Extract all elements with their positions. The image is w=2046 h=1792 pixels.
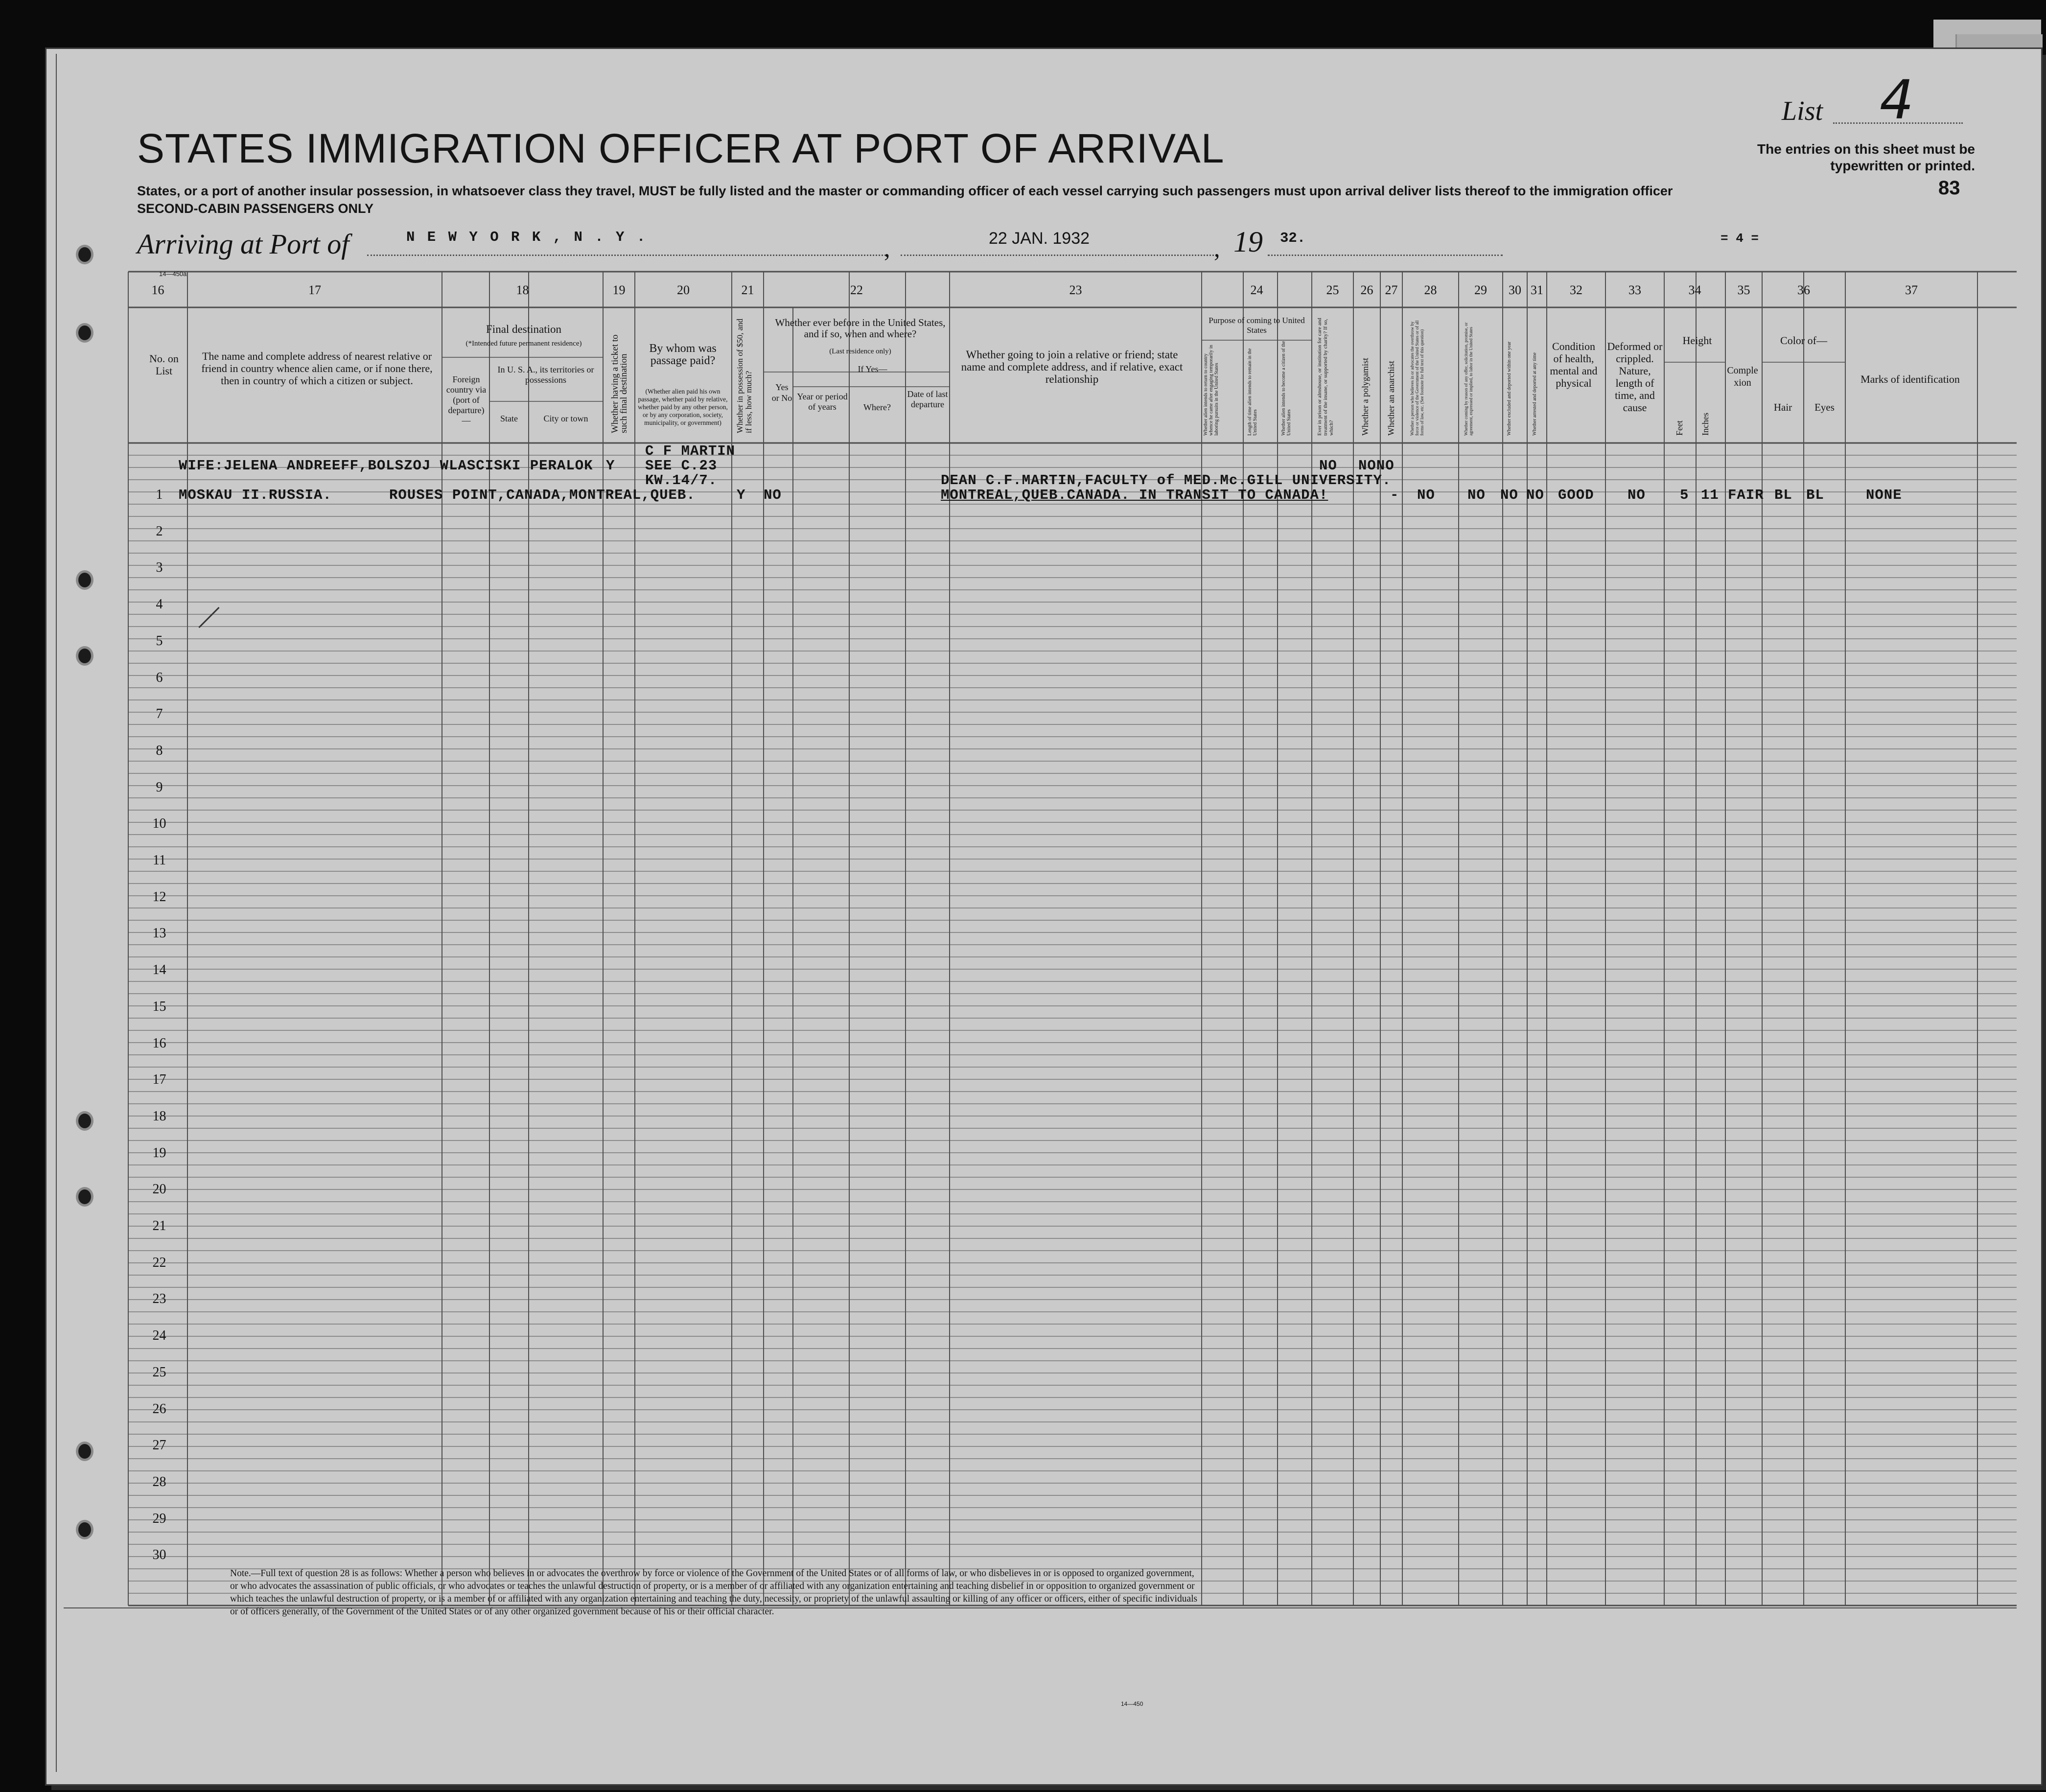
column-number: 34 [1688, 283, 1701, 297]
row-number: 23 [152, 1291, 166, 1307]
row-number: 21 [152, 1218, 166, 1233]
column-number: 22 [850, 283, 863, 297]
entry-join-line2: MONTREAL,QUEB.CANADA. IN TRANSIT TO CANADA! [941, 487, 1328, 503]
row-number: 5 [156, 633, 163, 649]
header-fifty-dollars: Whether in possession of $50, and if less, how much? [735, 318, 753, 433]
row-number: 15 [152, 999, 166, 1014]
list-number: 4 [1880, 69, 1914, 131]
header-final-destination: Final destination [486, 323, 561, 335]
entry-marks: NONE [1866, 487, 1902, 503]
column-number: 29 [1474, 283, 1487, 297]
entry-paid-line3: KW.14/7. [645, 472, 718, 489]
column-number: 21 [741, 283, 754, 297]
column-number: 30 [1509, 283, 1521, 297]
entry-inches: 11 [1701, 487, 1719, 503]
entry-c31: NO [1526, 487, 1544, 503]
column-number: 32 [1570, 283, 1582, 297]
header-passage-paid: By whom was passage paid? [649, 342, 717, 367]
header-final-destination-sub: (*Intended future permanent residence) [465, 340, 582, 348]
header-question-28: Whether a person who believes in or advocates the overthrow by force or violence of the Government of the United States or of all forms of law, etc. (See footnote for full text of this question) [1410, 320, 1424, 436]
row-number: 27 [152, 1438, 166, 1453]
column-number: 31 [1531, 283, 1543, 297]
column-number: 24 [1250, 283, 1263, 297]
header-labor-offer: Whether coming by reason of any offer, solicitation, promise, or agreement, expressed or implied, to labor in the United States [1464, 322, 1473, 436]
row-number: 30 [152, 1547, 166, 1563]
row-number: 29 [152, 1511, 166, 1526]
row-number: 10 [152, 816, 166, 832]
row-number: 3 [156, 560, 163, 576]
header-no-on-list: No. on List [149, 352, 179, 377]
header-purpose-return: Whether alien intends to return to country whence he came after engaging temporarily in laboring pursuits in the United States [1203, 345, 1219, 436]
header-anarchist: Whether an anarchist [1386, 361, 1396, 436]
entry-paid-line1: C F MARTIN [645, 443, 736, 459]
entry-relative-line1: WIFE:JELENA ANDREEFF,BOLSZOJ WLASCISKI PERALOK [179, 458, 593, 474]
header-where: Where? [863, 402, 891, 412]
comma: , [884, 234, 890, 262]
header-in-usa: In U. S. A., its territories or possessions [497, 365, 594, 385]
year-prefix: 19 [1233, 226, 1263, 258]
row-number: 14 [152, 962, 166, 978]
entry-ticket-yes: Y [737, 487, 746, 503]
header-eyes: Eyes [1814, 401, 1835, 413]
header-color-of: Color of— [1780, 334, 1827, 347]
header-ticket: Whether having a ticket to such final destination [610, 334, 629, 433]
header-going-to-join: Whether going to join a relative or friend; state name and complete address, and if relative, exact relationship [961, 349, 1183, 385]
entry-c24c: NO [1319, 458, 1337, 474]
header-feet: Feet [1674, 420, 1684, 436]
typewritten-note: The entries on this sheet must be typewritten or printed. [1757, 141, 1975, 173]
column-number: 23 [1069, 283, 1082, 297]
row-number: 19 [152, 1145, 166, 1161]
column-number: 26 [1360, 283, 1373, 297]
header-excluded: Whether excluded and deported within one year [1507, 341, 1512, 436]
header-if-yes: If Yes— [858, 364, 887, 374]
row-number: 22 [152, 1255, 166, 1270]
row-number: 8 [156, 743, 163, 758]
header-arrested: Whether arrested and deported at any time [1532, 352, 1537, 436]
header-last-departure: Date of last departure [907, 389, 948, 409]
row-number: 13 [152, 926, 166, 941]
header-state: State [500, 414, 518, 423]
header-hair: Hair [1773, 401, 1792, 413]
row-number: 9 [156, 779, 163, 795]
header-marks: Marks of identification [1860, 373, 1960, 385]
sheet-number: 83 [1938, 177, 1960, 199]
class-line: SECOND-CABIN PASSENGERS ONLY [137, 201, 374, 216]
column-number: 35 [1737, 283, 1750, 297]
page-title: STATES IMMIGRATION OFFICER AT PORT OF ARRIVAL [137, 125, 1225, 171]
row-number: 7 [156, 706, 163, 722]
column-number: 28 [1424, 283, 1437, 297]
header-height: Height [1682, 334, 1712, 347]
entry-c29: NO [1467, 487, 1486, 503]
header-inches: Inches [1700, 413, 1710, 436]
row-number: 18 [152, 1108, 166, 1124]
footnote-question-28: Note.—Full text of question 28 is as follows: Whether a person who believes in or advocates the overthrow by force or violence of the Government of the United States or of all forms of law, or who disbelieves in or is opposed to organized government, or who advocates the assassination of public officials, or who advocates or teaches the unlawful destruction of property, or is a member of or affiliated with any organization entertaining and teaching disbelief in or opposition to organized government or which teaches the unlawful destruction of property, or is a member of or affiliated with any organization entertaining and teaching the duty, necessity, or propriety of the unlawful assaulting or killing of any officer or officers, either of specific individuals or of officers generally, of the Government of the United States or of any other organized government because of his or their official character. [230, 1568, 1198, 1617]
column-number: 33 [1628, 283, 1641, 297]
form-code-bottom: 14—450 [1121, 1700, 1143, 1707]
row-number: 28 [152, 1474, 166, 1489]
port-name: N E W Y O R K , N . Y . [406, 229, 648, 245]
entry-ticket: Y [606, 458, 615, 474]
header-passage-paid-sub: (Whether alien paid his own passage, whether paid by relative, whether paid by any other person, or by any corporation, society, municipality, or government) [638, 388, 728, 426]
header-deformed: Deformed or crippled. Nature, length of time, and cause [1607, 340, 1663, 414]
column-number: 18 [516, 283, 529, 297]
row-number: 16 [152, 1035, 166, 1051]
entry-possession: NO [764, 487, 782, 503]
row-number: 6 [156, 670, 163, 685]
column-number: 36 [1797, 283, 1810, 297]
column-number: 19 [612, 283, 626, 297]
header-last-residence: (Last residence only) [829, 348, 891, 355]
header-ever-before: Whether ever before in the United States, and if so, when and where? [775, 317, 946, 340]
page-mark: = 4 = [1720, 231, 1759, 246]
header-polygamist: Whether a polygamist [1360, 358, 1370, 436]
column-number: 27 [1385, 283, 1398, 297]
column-number: 20 [677, 283, 690, 297]
notice-line: States, or a port of another insular possession, in whatsoever class they travel, MUST be fully listed and the master or commanding officer of each vessel carrying such passengers must upon arrival deliver lists thereof to the immigration officer [137, 184, 1673, 198]
column-number: 16 [151, 283, 164, 297]
list-label: List [1782, 96, 1823, 126]
row-number: 12 [152, 889, 166, 905]
arrival-date: 22 JAN. 1932 [989, 229, 1090, 248]
row-number: 17 [152, 1072, 166, 1088]
column-number: 17 [308, 283, 321, 297]
header-health: Condition of health, mental and physical [1550, 340, 1598, 389]
header-purpose: Purpose of coming to United States [1209, 316, 1305, 335]
row-number: 24 [152, 1328, 166, 1344]
row-number: 25 [152, 1364, 166, 1380]
comma: , [1214, 234, 1220, 262]
header-nearest-relative: The name and complete address of nearest relative or friend in country whence alien came, or if none there, then in country of which a citizen or subject. [201, 350, 433, 387]
year-suffix: 32. [1280, 230, 1306, 246]
header-years: Year or period of years [797, 392, 848, 412]
column-number: 37 [1905, 283, 1918, 297]
entry-feet: 5 [1680, 487, 1689, 503]
row-number: 1 [156, 487, 163, 502]
row-number: 26 [152, 1401, 166, 1417]
form-code-top: 14—450a [159, 270, 187, 278]
header-purpose-citizen: Whether alien intends to become a citizen of the United States [1281, 341, 1292, 436]
entry-hair: BL [1774, 487, 1792, 503]
entry-deformed: NO [1628, 487, 1646, 503]
header-complexion: Complexion [1727, 365, 1758, 388]
row-number: 4 [156, 597, 163, 612]
entry-join-line1: DEAN C.F.MARTIN,FACULTY of MED.Mc.GILL UNIVERSITY. [941, 472, 1392, 489]
entry-paid-line2: SEE C.23 [645, 458, 718, 474]
entry-eyes: BL [1806, 487, 1824, 503]
header-foreign-country: Foreign country via (port of departure)— [446, 374, 487, 425]
row-number: 20 [152, 1182, 166, 1197]
column-number: 25 [1326, 283, 1339, 297]
entry-complexion: FAIR [1728, 487, 1764, 503]
entry-health: GOOD [1558, 487, 1594, 503]
arriving-label: Arriving at Port of [137, 228, 349, 260]
header-purpose-length: Length of time alien intends to remain in the United States [1247, 348, 1258, 436]
entry-relative-line2: MOSKAU II.RUSSIA. [179, 487, 332, 503]
header-yes-no: Yes or No [771, 382, 792, 403]
row-number: 11 [153, 853, 166, 868]
entry-c30: NO [1500, 487, 1518, 503]
entry-c25: NONO [1358, 458, 1395, 474]
entry-destination: ROUSES POINT,CANADA,MONTREAL,QUEB. [389, 487, 696, 503]
row-number: 2 [156, 523, 163, 539]
entry-c26: - [1390, 487, 1399, 503]
header-prison: Ever in prison or almshouse, or institution for care and treatment of the insane, or supported by charity? If so, which? [1317, 318, 1334, 436]
entry-c28: NO [1417, 487, 1435, 503]
header-city: City or town [543, 414, 588, 423]
